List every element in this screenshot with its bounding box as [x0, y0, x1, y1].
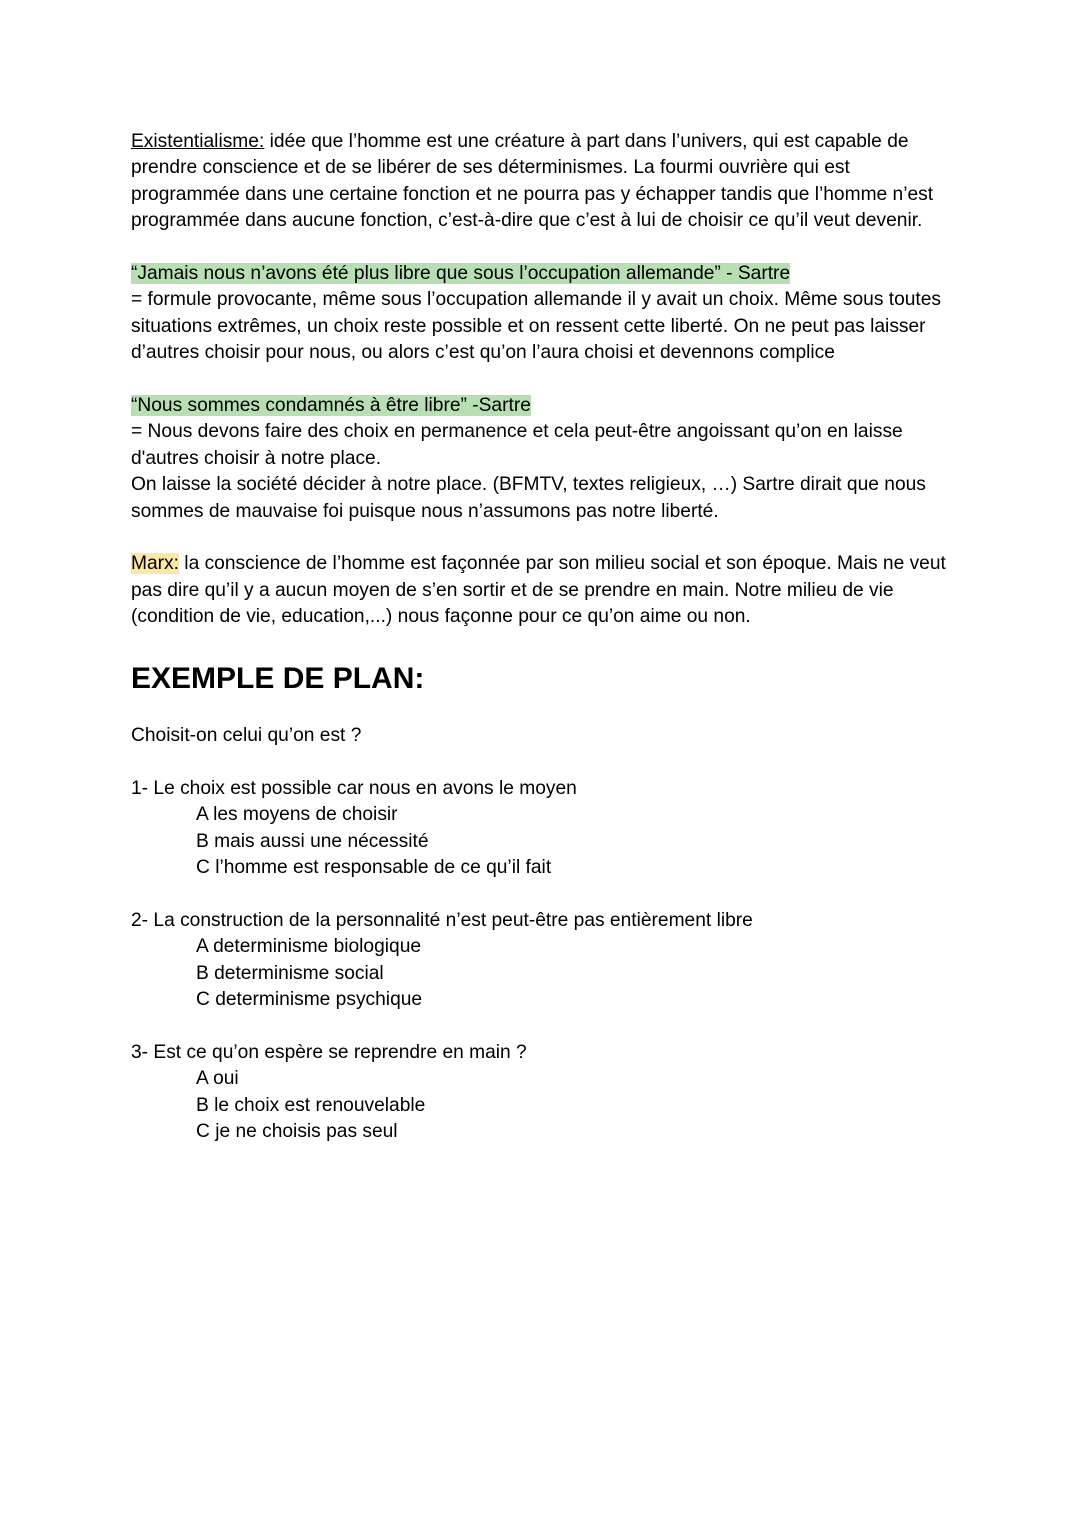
- plan-question: Choisit-on celui qu’on est ?: [131, 725, 362, 747]
- plan-part-2: [131, 908, 961, 1014]
- plan-part-title: 3- Est ce qu’on espère se reprendre en main ?: [131, 1041, 527, 1063]
- plan-item: A les moyens de choisir: [196, 804, 398, 826]
- quote2-text: “Nous sommes condamnés à être libre” -Sartre: [131, 395, 531, 417]
- plan-heading: EXEMPLE DE PLAN:: [131, 661, 425, 695]
- plan-item: C je ne choisis pas seul: [196, 1121, 398, 1143]
- plan-item: B mais aussi une nécessité: [196, 830, 429, 852]
- plan-item: C l’homme est responsable de ce qu’il fait: [196, 857, 552, 879]
- quote2-explanation-1: = Nous devons faire des choix en permanence et cela peut-être angoissant qu’on en laisse d'autres choisir à notre place.: [131, 421, 903, 469]
- quote1-explanation: = formule provocante, même sous l’occupation allemande il y avait un choix. Même sous toutes situations extrêmes, un choix reste possible et on ressent cette liberté. On ne peut pas laisser d’autres choisir pour nous, ou alors c’est qu’on l’aura choisi et devennons complice: [131, 289, 942, 364]
- marx-paragraph: [131, 551, 961, 630]
- existentialisme-definition: idée que l’homme est une créature à part dans l’univers, qui est capable de prendre conscience et de se libérer de ses déterminismes. La fourmi ouvrière qui est programmée dans une certaine fonction et ne pourra pas y échapper tandis que l’homme n’est programmée dans aucune fonction, c’est-à-dire que c’est à lui de choisir ce qu’il veut devenir.: [131, 131, 934, 232]
- plan-item: A oui: [196, 1068, 239, 1090]
- existentialisme-term: Existentialisme:: [131, 131, 265, 152]
- plan-item: C determinisme psychique: [196, 989, 423, 1011]
- marx-definition: la conscience de l’homme est façonnée par son milieu social et son époque. Mais ne veut pas dire qu’il y a aucun moyen de s’en sortir et de se prendre en main. Notre milieu de vie (condition de vie, education,...) nous façonne pour ce qu’on aime ou non.: [131, 553, 946, 628]
- plan-item: B determinisme social: [196, 962, 384, 984]
- marx-term: Marx:: [131, 553, 179, 575]
- quote1-text: “Jamais nous n’avons été plus libre que sous l’occupation allemande” - Sartre: [131, 263, 791, 285]
- document-page: [131, 129, 961, 1146]
- quote1-block: [131, 261, 961, 367]
- quote2-block: [131, 393, 961, 525]
- plan-part-title: 1- Le choix est possible car nous en avons le moyen: [131, 777, 577, 799]
- plan-item: A determinisme biologique: [196, 936, 422, 958]
- plan-part-1: [131, 776, 961, 882]
- plan-part-title: 2- La construction de la personnalité n’est peut-être pas entièrement libre: [131, 909, 753, 931]
- plan-item: B le choix est renouvelable: [196, 1094, 426, 1116]
- quote2-explanation-2: On laisse la société décider à notre place. (BFMTV, textes religieux, …) Sartre dirait que nous sommes de mauvaise foi puisque nous n’assumons pas notre liberté.: [131, 474, 926, 522]
- plan-part-3: [131, 1040, 961, 1146]
- existentialisme-paragraph: [131, 129, 961, 235]
